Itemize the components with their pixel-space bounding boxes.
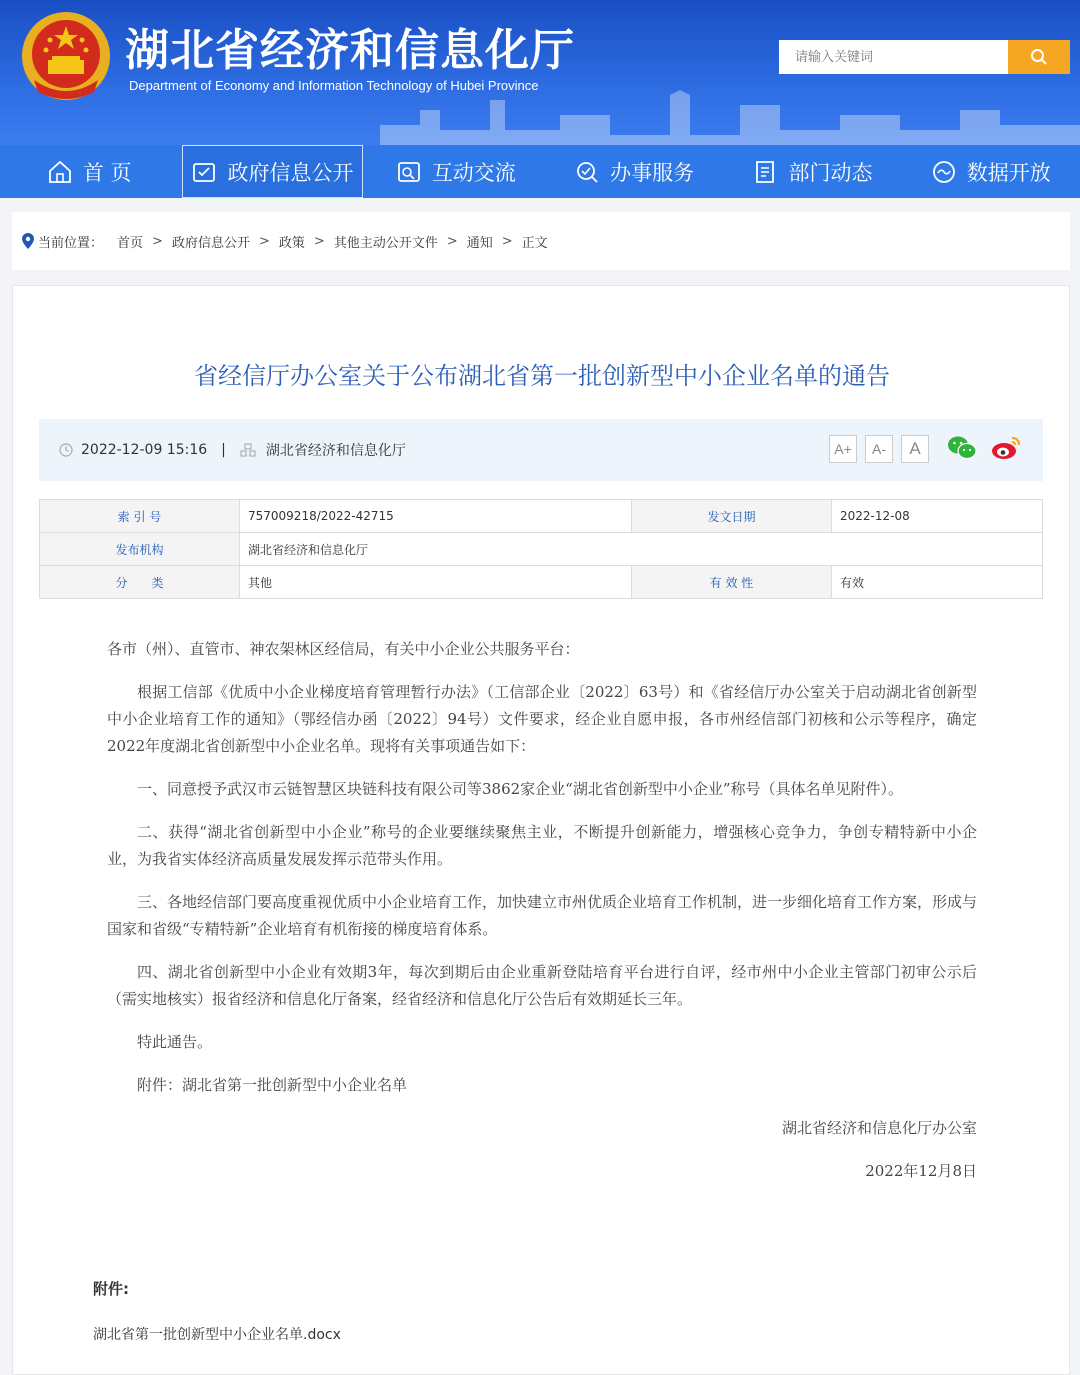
body-paragraph: 根据工信部《优质中小企业梯度培育管理暂行办法》（工信部企业〔2022〕63号）和《省经信厅办公室关于启动湖北省创新型中小企业培育工作的通知》（鄂经信办函〔2022〕94号）文件要求，经企业自愿申报，各市州经信部门初核和公示等程序，确定2022年度湖北省创新型中小企业名单。现将有关事项通告如下： — [107, 683, 977, 755]
location-pin-icon — [22, 233, 34, 249]
org-value: 湖北省经济和信息化厅 — [240, 533, 1043, 566]
font-decrease-button[interactable] — [865, 435, 893, 463]
nav-data-label: 数据开放 — [966, 160, 1051, 185]
font-increase-label: A+ — [834, 441, 852, 457]
validity-label: 有 效 性 — [632, 566, 832, 599]
article-body — [107, 636, 977, 1201]
skyline-decoration — [380, 85, 1080, 145]
org-icon — [240, 443, 256, 457]
search-button[interactable] — [1008, 40, 1070, 74]
home-icon — [47, 159, 73, 185]
nav-gov-info[interactable] — [182, 145, 362, 198]
site-header — [0, 0, 1080, 145]
meta-divider: | — [221, 442, 226, 458]
breadcrumb-gov-info[interactable]: 政府信息公开 — [171, 235, 250, 251]
breadcrumb-separator: > — [152, 233, 163, 249]
share-buttons — [947, 435, 1021, 461]
nav-service[interactable] — [545, 145, 723, 198]
index-value: 757009218/2022-42715 — [240, 500, 632, 533]
service-icon — [574, 159, 600, 185]
nav-home[interactable] — [0, 145, 178, 198]
index-label: 索 引 号 — [40, 500, 240, 533]
issue-date-value: 2022-12-08 — [832, 500, 1043, 533]
body-paragraph: 一、同意授予武汉市云链智慧区块链科技有限公司等3862家企业“湖北省创新型中小企业”称号（具体名单见附件）。 — [137, 780, 904, 798]
article-title: 省经信厅办公室关于公布湖北省第一批创新型中小企业名单的通告 — [194, 362, 890, 390]
breadcrumb-separator: > — [313, 233, 325, 249]
body-paragraph: 附件：湖北省第一批创新型中小企业名单 — [137, 1076, 408, 1094]
body-paragraph: 二、获得“湖北省创新型中小企业”称号的企业要继续聚焦主业，不断提升创新能力，增强核心竞争力，争创专精特新中小企业，为我省实体经济高质量发展发挥示范带头作用。 — [107, 823, 977, 868]
gov-info-icon — [191, 159, 217, 185]
validity-value: 有效 — [832, 566, 1043, 599]
attachments-heading: 附件: — [93, 1280, 129, 1298]
table-row — [40, 566, 1043, 599]
nav-interaction[interactable] — [367, 145, 545, 198]
national-emblem-icon — [20, 10, 112, 102]
breadcrumb-separator: > — [501, 233, 513, 249]
font-reset-label: A — [909, 439, 921, 458]
breadcrumb-current: 正文 — [521, 235, 548, 251]
search-box — [779, 40, 1070, 74]
breadcrumb-notice[interactable]: 通知 — [466, 235, 493, 251]
breadcrumb-home[interactable]: 首页 — [117, 235, 144, 251]
issue-date-label: 发文日期 — [632, 500, 832, 533]
nav-home-label: 首 页 — [82, 160, 132, 185]
nav-interaction-label: 互动交流 — [431, 160, 516, 185]
table-row — [40, 533, 1043, 566]
font-decrease-label: A- — [872, 441, 886, 457]
org-label: 发布机构 — [40, 533, 240, 566]
font-reset-button[interactable] — [901, 435, 929, 463]
breadcrumb-other-files[interactable]: 其他主动公开文件 — [333, 235, 438, 251]
breadcrumb-label: 当前位置： — [38, 235, 104, 251]
body-sign-date: 2022年12月8日 — [865, 1162, 977, 1180]
nav-gov-info-label: 政府信息公开 — [227, 160, 354, 185]
data-icon — [931, 159, 957, 185]
clock-icon — [59, 443, 73, 457]
breadcrumb — [12, 212, 1070, 270]
news-icon — [752, 159, 778, 185]
body-paragraph: 四、湖北省创新型中小企业有效期3年，每次到期后由企业重新登陆培育平台进行自评，经市州中小企业主管部门初审公示后（需实地核实）报省经济和信息化厅备案，经省经济和信息化厅公告后有效期延长三年。 — [107, 963, 977, 1008]
main-nav — [0, 145, 1080, 198]
site-subtitle: Department of Economy and Information Technology of Hubei Province — [129, 78, 539, 93]
body-paragraph: 特此通告。 — [137, 1033, 213, 1051]
interaction-icon — [396, 159, 422, 185]
nav-data[interactable] — [902, 145, 1080, 198]
site-title: 湖北省经济和信息化厅 — [125, 25, 575, 76]
attachment-link[interactable]: 湖北省第一批创新型中小企业名单.docx — [93, 1327, 341, 1343]
search-icon — [1030, 48, 1048, 66]
breadcrumb-separator: > — [258, 233, 270, 249]
font-increase-button[interactable] — [829, 435, 857, 463]
breadcrumb-policy[interactable]: 政策 — [278, 235, 305, 251]
article-datetime: 2022-12-09 15:16 — [81, 442, 208, 458]
nav-news-label: 部门动态 — [788, 160, 873, 185]
body-paragraph: 三、各地经信部门要高度重视优质中小企业培育工作，加快建立市州优质企业培育工作机制，进一步细化培育工作方案，形成与国家和省级“专精特新”企业培育有机衔接的梯度培育体系。 — [107, 893, 978, 938]
article-meta-bar — [39, 419, 1043, 481]
nav-service-label: 办事服务 — [610, 160, 695, 185]
category-value: 其他 — [240, 566, 632, 599]
nav-news[interactable] — [723, 145, 901, 198]
article-panel — [12, 285, 1070, 1375]
body-greeting: 各市（州）、直管市、神农架林区经信局，有关中小企业公共服务平台： — [107, 640, 580, 658]
breadcrumb-separator: > — [446, 233, 458, 249]
wechat-icon[interactable] — [947, 435, 977, 461]
search-input[interactable] — [779, 40, 1008, 74]
table-row — [40, 500, 1043, 533]
body-signature: 湖北省经济和信息化厅办公室 — [781, 1119, 977, 1137]
category-label: 分 类 — [40, 566, 240, 599]
article-publisher: 湖北省经济和信息化厅 — [265, 443, 406, 459]
font-size-controls — [829, 435, 929, 463]
document-info-table — [39, 499, 1043, 599]
weibo-icon[interactable] — [991, 435, 1021, 461]
